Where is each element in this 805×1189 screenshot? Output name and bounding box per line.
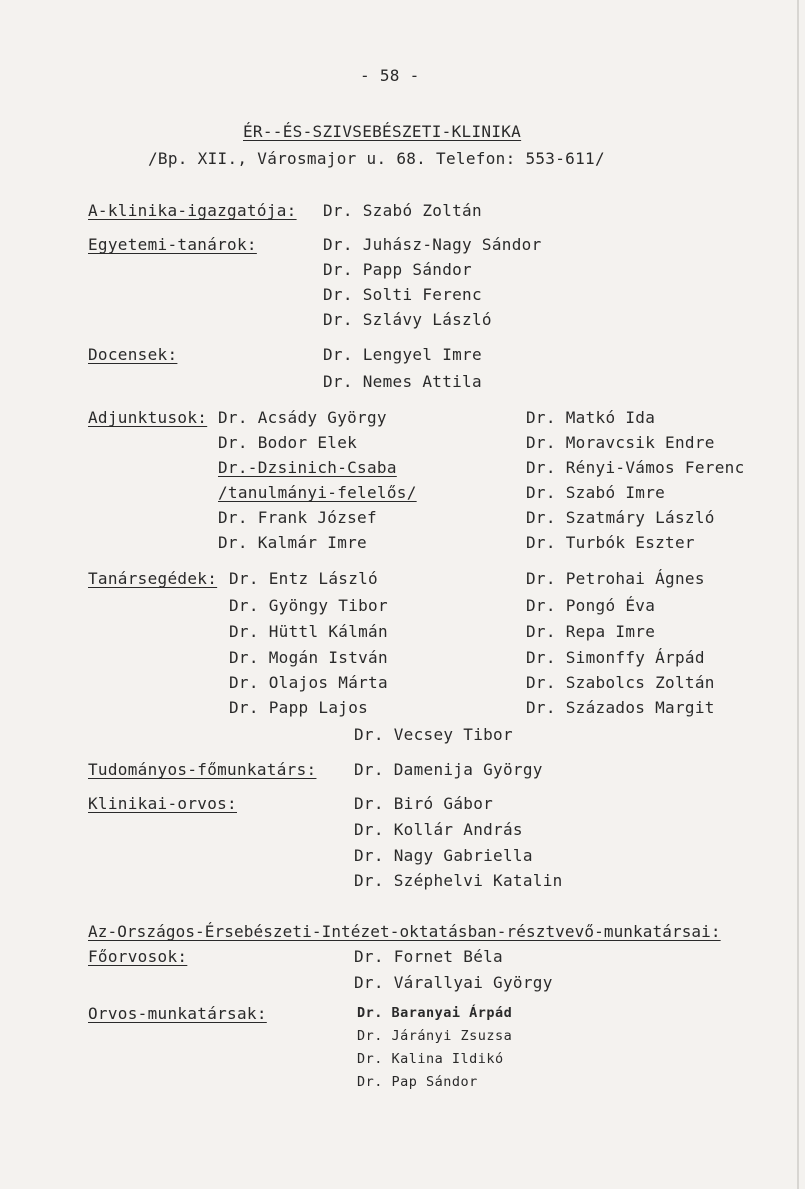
assistant-name: Dr. Papp Lajos — [229, 698, 369, 717]
clinical-name: Dr. Biró Gábor — [354, 794, 494, 813]
assistant-name: Dr. Hüttl Kálmán — [229, 622, 388, 641]
adjunct-name: Dr. Turbók Eszter — [526, 533, 695, 552]
staff-name: Dr. Járányi Zsuzsa — [357, 1028, 513, 1044]
adjunct-name: Dr. Frank József — [218, 508, 377, 527]
adjunct-name: Dr. Moravcsik Endre — [526, 433, 715, 452]
professor-name: Dr. Papp Sándor — [323, 260, 472, 279]
adjuncts-label: Adjunktusok: — [88, 408, 208, 427]
assistants-label: Tanársegédek: — [88, 569, 218, 588]
director-name: Dr. Szabó Zoltán — [323, 201, 482, 220]
adjunct-name: Dr. Bodor Elek — [218, 433, 358, 452]
chief-name: Dr. Várallyai György — [354, 973, 553, 992]
adjunct-name: Dr.-Dzsinich-Csaba — [218, 458, 397, 477]
clinic-heading: ÉR--ÉS-SZIVSEBÉSZETI-KLINIKA — [243, 122, 522, 141]
docent-name: Dr. Lengyel Imre — [323, 345, 482, 364]
docent-name: Dr. Nemes Attila — [323, 372, 482, 391]
adjunct-note: /tanulmányi-felelős/ — [218, 483, 417, 502]
professor-name: Dr. Solti Ferenc — [323, 285, 482, 304]
professors-label: Egyetemi-tanárok: — [88, 235, 257, 254]
research-name: Dr. Damenija György — [354, 760, 543, 779]
chief-name: Dr. Fornet Béla — [354, 947, 503, 966]
page-edge — [797, 0, 799, 1189]
clinical-name: Dr. Kollár András — [354, 820, 523, 839]
assistant-name: Dr. Simonffy Árpád — [526, 648, 705, 667]
assistant-name: Dr. Pongó Éva — [526, 596, 656, 615]
adjunct-name: Dr. Rényi-Vámos Ferenc — [526, 458, 745, 477]
assistant-name: Dr. Petrohai Ágnes — [526, 569, 705, 588]
adjunct-name: Dr. Acsády György — [218, 408, 387, 427]
assistant-name: Dr. Entz László — [229, 569, 378, 588]
page-number: - 58 - — [360, 66, 420, 85]
professor-name: Dr. Szlávy László — [323, 310, 492, 329]
assistant-name: Dr. Vecsey Tibor — [354, 725, 513, 744]
research-label: Tudományos-főmunkatárs: — [88, 760, 317, 779]
staff-name: Dr. Pap Sándor — [357, 1074, 478, 1090]
assistant-name: Dr. Százados Margit — [526, 698, 715, 717]
staff-name: Dr. Kalina Ildikó — [357, 1051, 504, 1067]
clinic-address: /Bp. XII., Városmajor u. 68. Telefon: 553-611/ — [148, 149, 605, 168]
assistant-name: Dr. Olajos Márta — [229, 673, 388, 692]
director-label: A-klinika-igazgatója: — [88, 201, 297, 220]
adjunct-name: Dr. Szatmáry László — [526, 508, 715, 527]
clinical-name: Dr. Nagy Gabriella — [354, 846, 533, 865]
assistant-name: Dr. Mogán István — [229, 648, 388, 667]
staff-name: Dr. Baranyai Árpád — [357, 1005, 513, 1021]
assistant-name: Dr. Gyöngy Tibor — [229, 596, 388, 615]
adjunct-name: Dr. Matkó Ida — [526, 408, 656, 427]
assistant-name: Dr. Szabolcs Zoltán — [526, 673, 715, 692]
professor-name: Dr. Juhász-Nagy Sándor — [323, 235, 542, 254]
staff-label: Orvos-munkatársak: — [88, 1004, 267, 1023]
adjunct-name: Dr. Szabó Imre — [526, 483, 666, 502]
adjunct-name: Dr. Kalmár Imre — [218, 533, 367, 552]
assistant-name: Dr. Repa Imre — [526, 622, 656, 641]
clinical-name: Dr. Széphelvi Katalin — [354, 871, 563, 890]
clinical-label: Klinikai-orvos: — [88, 794, 237, 813]
docents-label: Docensek: — [88, 345, 178, 364]
chiefs-label: Főorvosok: — [88, 947, 188, 966]
institute-heading: Az-Országos-Érsebészeti-Intézet-oktatásban-résztvevő-munkatársai: — [88, 922, 721, 941]
